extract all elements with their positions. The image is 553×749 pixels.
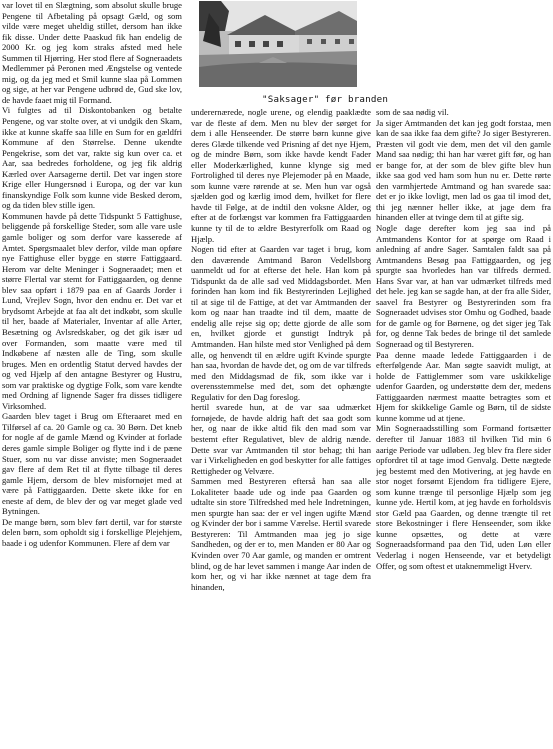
paragraph: Nogen tid efter at Gaarden var taget i brug, kom den daværende Amtmand Baron Vedellsborg uanmeldt ud for at efterse det hele. Han kom på Tidspunkt da de alle sad ved Middagsbordet. Men forinden han kom ind fik Bestyrerinden Lejlighed til at sige til de Fattige, at det var Amtmanden der kom og naar han traadte ind til dem, maatte de endelig alle rejse sig op; dette gjorde de alle som en, hvilket gjorde et gunstigt Indtryk på Amtmanden. Han hilste med stor Venlighed på dem alle, og henvendt til en ældre ugift Kvinde spurgte han saa, hvordan de havde det, og om de var tilfreds med den Middagsmad de fik, som ikke var i overensstemmelse med det, som det ophængte Regulativ for den Dag foreslog. <box>191 244 371 402</box>
text-column-middle <box>191 107 371 749</box>
photo-caption: "Saksager" før branden <box>262 94 389 105</box>
paragraph: Gaarden blev taget i Brug om Efteraaret med en Tilførsel af ca. 20 Gamle og ca. 30 Børn. Det kneb for nogle af de gamle Mænd og Kvinder at forlade deres gamle simple Boliger og flytte ind i de pæne Stuer, som nu var disse anviste; men Sogneraadet gav flere af dem Ret til at flytte tilbage til deres gamle Hjem, dersom de blev misfornøjet med at være på Fattiggaarden. Dette skete ikke for en eneste af dem, de blev der og var meget glade ved Bytningen. <box>2 411 182 517</box>
paragraph: som de saa nødig vil. <box>376 107 449 117</box>
paragraph: Min Sognerаadsstilling som Formand fortsætter derefter til Januar 1883 til hvilken Tid min 6 aarige Periode var udløben. Jeg blev fra flere sider opfordret til at tage imod Genvalg. Dette nægtede jeg bestemt med den Motivering, at jeg havde en stor noget forsømt Ejendom fra tidligere Ejere, som kunne trænge til personlige Hjælp som jeg kunne yde. Hertil kom, at jeg havde en forholdsvis stor Gæld paa Gaarden, og denne trængte til ret store Bekostninger i flere Henseender, som ikke kunne opsættes, og dette at være Sogneraadsformand paa den Tid, uden Løn eller Vederlag i nogen Henseende, var et betydeligt Offer, og som oftest et utaknemmeligt Hverv. <box>376 423 551 571</box>
paragraph: Kommunen havde på dette Tidspunkt 5 Fattighuse, beliggende på forskellige Steder, som alle vare usle gamle boliger og som derfor vare kasserede af Amtet. Spørgsmaalet blev derfor, vilde man opføre nye Fattighuse eller bygge en større Fattiggaard. Herom var delte Meninger i Sogneraadet; men et større Flertal var stemt for Fattiggaarden, og denne blev saa opført i 1879 paa en af Gaards Jorder i Lund, Vrejlev Sogn, hvor den endnu er. Det var et brydsomt Arbejde at faa alt det indkøbt, som skulle til her, baade af Materialer, Inventar af alle Arter, Besætning og Avlsredskaber, og det gik især ud over Formanden, som maatte være med til Indkøbene af næsten alle de Ting, som skulle bruges. Men en ordentlig Statut derved havdes der og ved Hjælp af den antagne Bestyrer og Hustru, som var praktiske og dygtige Folk, som vare kendte med Ordning af lignende Sager fra disses tidligere Virksomhed. <box>2 210 182 411</box>
text-column-left <box>2 0 182 749</box>
paragraph: De mange børn, som blev ført dertil, var for største delen børn, som opholdt sig i forskellige Plejehjem, baade i og udenfor Kommunen. Flere af dem var <box>2 516 182 548</box>
paragraph: Vi fulgtes ad til Diskontobanken og betalte Pengene, og var stolte over, at vi undgik den Skam, ikke at kunne skaffe saa lille en Sum for en gældfri Kommune af den Størrelse. Denne ukendte Pengekrise, som det var, rakte sig kun over ca. et Aar, saa bedredes forholdene, og jeg fik aldrig Kærled over Aarsagerne dertil. Det var ingen store Krige eller Hungersnød i Europa, og der var kun finanskyndige Folk som kunne vide Besked derom, og da tiden blev stille igen. <box>2 105 182 211</box>
farmhouse-photo <box>199 1 357 87</box>
text-column-right <box>376 107 551 749</box>
paragraph: Nogle dage derefter kom jeg saa ind på Amtmandens Kontor for at spørge om Raad i anledning af andre Sager. Samtalen faldt saa på Amtmandens Besøg paa Fattiggaarden, og jeg spurgte saa hvorledes han var tilfreds dermed. Hans Svar var, at han var udmærket tilfreds med det hele. jeg kan se sagde han, at der fra alle Sider, saavel fra Bestyrer og Bestyrerinden som fra Sogneraadet udvises stor Omhu og Godhed, baade for de gamle og for Børnene, og det siger jeg Tak for, og denne Tak bedes de bringe til det samlede Sogneraad og til Bestyreren. <box>376 223 551 350</box>
paragraph: var lovet til en Slægtning, som absolut skulle bruge Pengene til Afbetaling på opsagt Gæld, og som vilde være meget uheldig stillet, dersom han ikke fik disse. Under dette Paaskud fik han endelig de 2000 Kr. og jeg kom straks afsted med hele Summen til Hjørring. Her stod flere af Sogneraadets Medlemmer på Peronen med Ængstelse og ventede mig, og da jeg med et Smil kunne slaa på Lommen og sige, at her var Pengene udbrød de, Gud ske lov, de havde faaet mig til Formand. <box>2 0 182 105</box>
paragraph: Paa denne maade ledede Fattiggaarden i de efterfølgende Aar. Man søgte saavidt muligt, at holde de Fattiglemmer som vare uskikkelige udenfor Gaarden, og understøtte dem der, medens Fattiggaarden nærmest maatte betragtes som et Hjem for skikkelige Gamle og Børn, til de sidste kunne komme ud at tjene. <box>376 349 551 423</box>
paragraph: hertil svarede hun, at de var saa udmærket fornøjede, de havde aldrig haft det saa godt som her, og naar de ikke altid fik den mad som var bestemt efter Regulativet, blev de aldrig nænde. Dette svar var Amtmanden til stor behag; thi han var i Virkeligheden en god beskytter for alle fattiges Rettigheder og Velvære. <box>191 402 371 476</box>
paragraph: Ja siger Amtmanden det kan jeg godt forstaa, men kan de saa ikke faa dem gifte? Jo siger Bestyreren. Præsten vil godt vie dem, men det vil den gamle Mand saa nødig; thi han har været gift før, og han er bange for, at der som de blev gifte blev hun ikke saa god ved ham som hun nu er. Dette rørte den varmhjertede Amtmand og han svarede saa: det er jo ikke lovligt, men lad os gaa til imod det, thi jeg nænner heller ikke, at jage dem fra hinanden eller at tvinge dem til at gifte sig. <box>376 117 551 223</box>
paragraph: underernærede, nogle urene, og elendig paaklædte var de fleste af dem. Men nu blev der sørget for dem i alle Henseender. De større børn kunne give deres Glæde tilkende ved Prisning af det nye Hjem, og de mindre Børn, som ikke havde kendt Fader eller Moderkærlighed, kunne klynge sig med Fortrolighed til deres nye Plejemoder på en Maade, som kunne være rørende at se. Men hun var også sjælden god og kærlig imod dem, hvilket for flere havde til Følge, at de indtil den voksne Alder, og efter at de forlængst var kommen fra Fattiggaarden kunne ty til de to ældre Bestyrerfolk om Raad og Hjælp. <box>191 107 371 244</box>
paragraph: Sammen med Bestyreren efterså han saa alle Lokaliteter baade ude og inde paa Gaarden og udtalte sin store Tilfredshed med hele Indretningen, men spurgte han saa: der er vel ingen ugifte Mænd og Kvinder der bor i samme Værelse. Hertil svarede Bestyreren: Til Amtmanden maa jeg jo sige Sandheden, og der er to, men Manden er 80 Aar og Kvinden over 70 Aar gamle, og manden er omtrent blind, og de har levet sammen i mange Aar inden de kom her, og vi har ikke nænnet at tage dem fra hinanden, <box>191 476 371 592</box>
